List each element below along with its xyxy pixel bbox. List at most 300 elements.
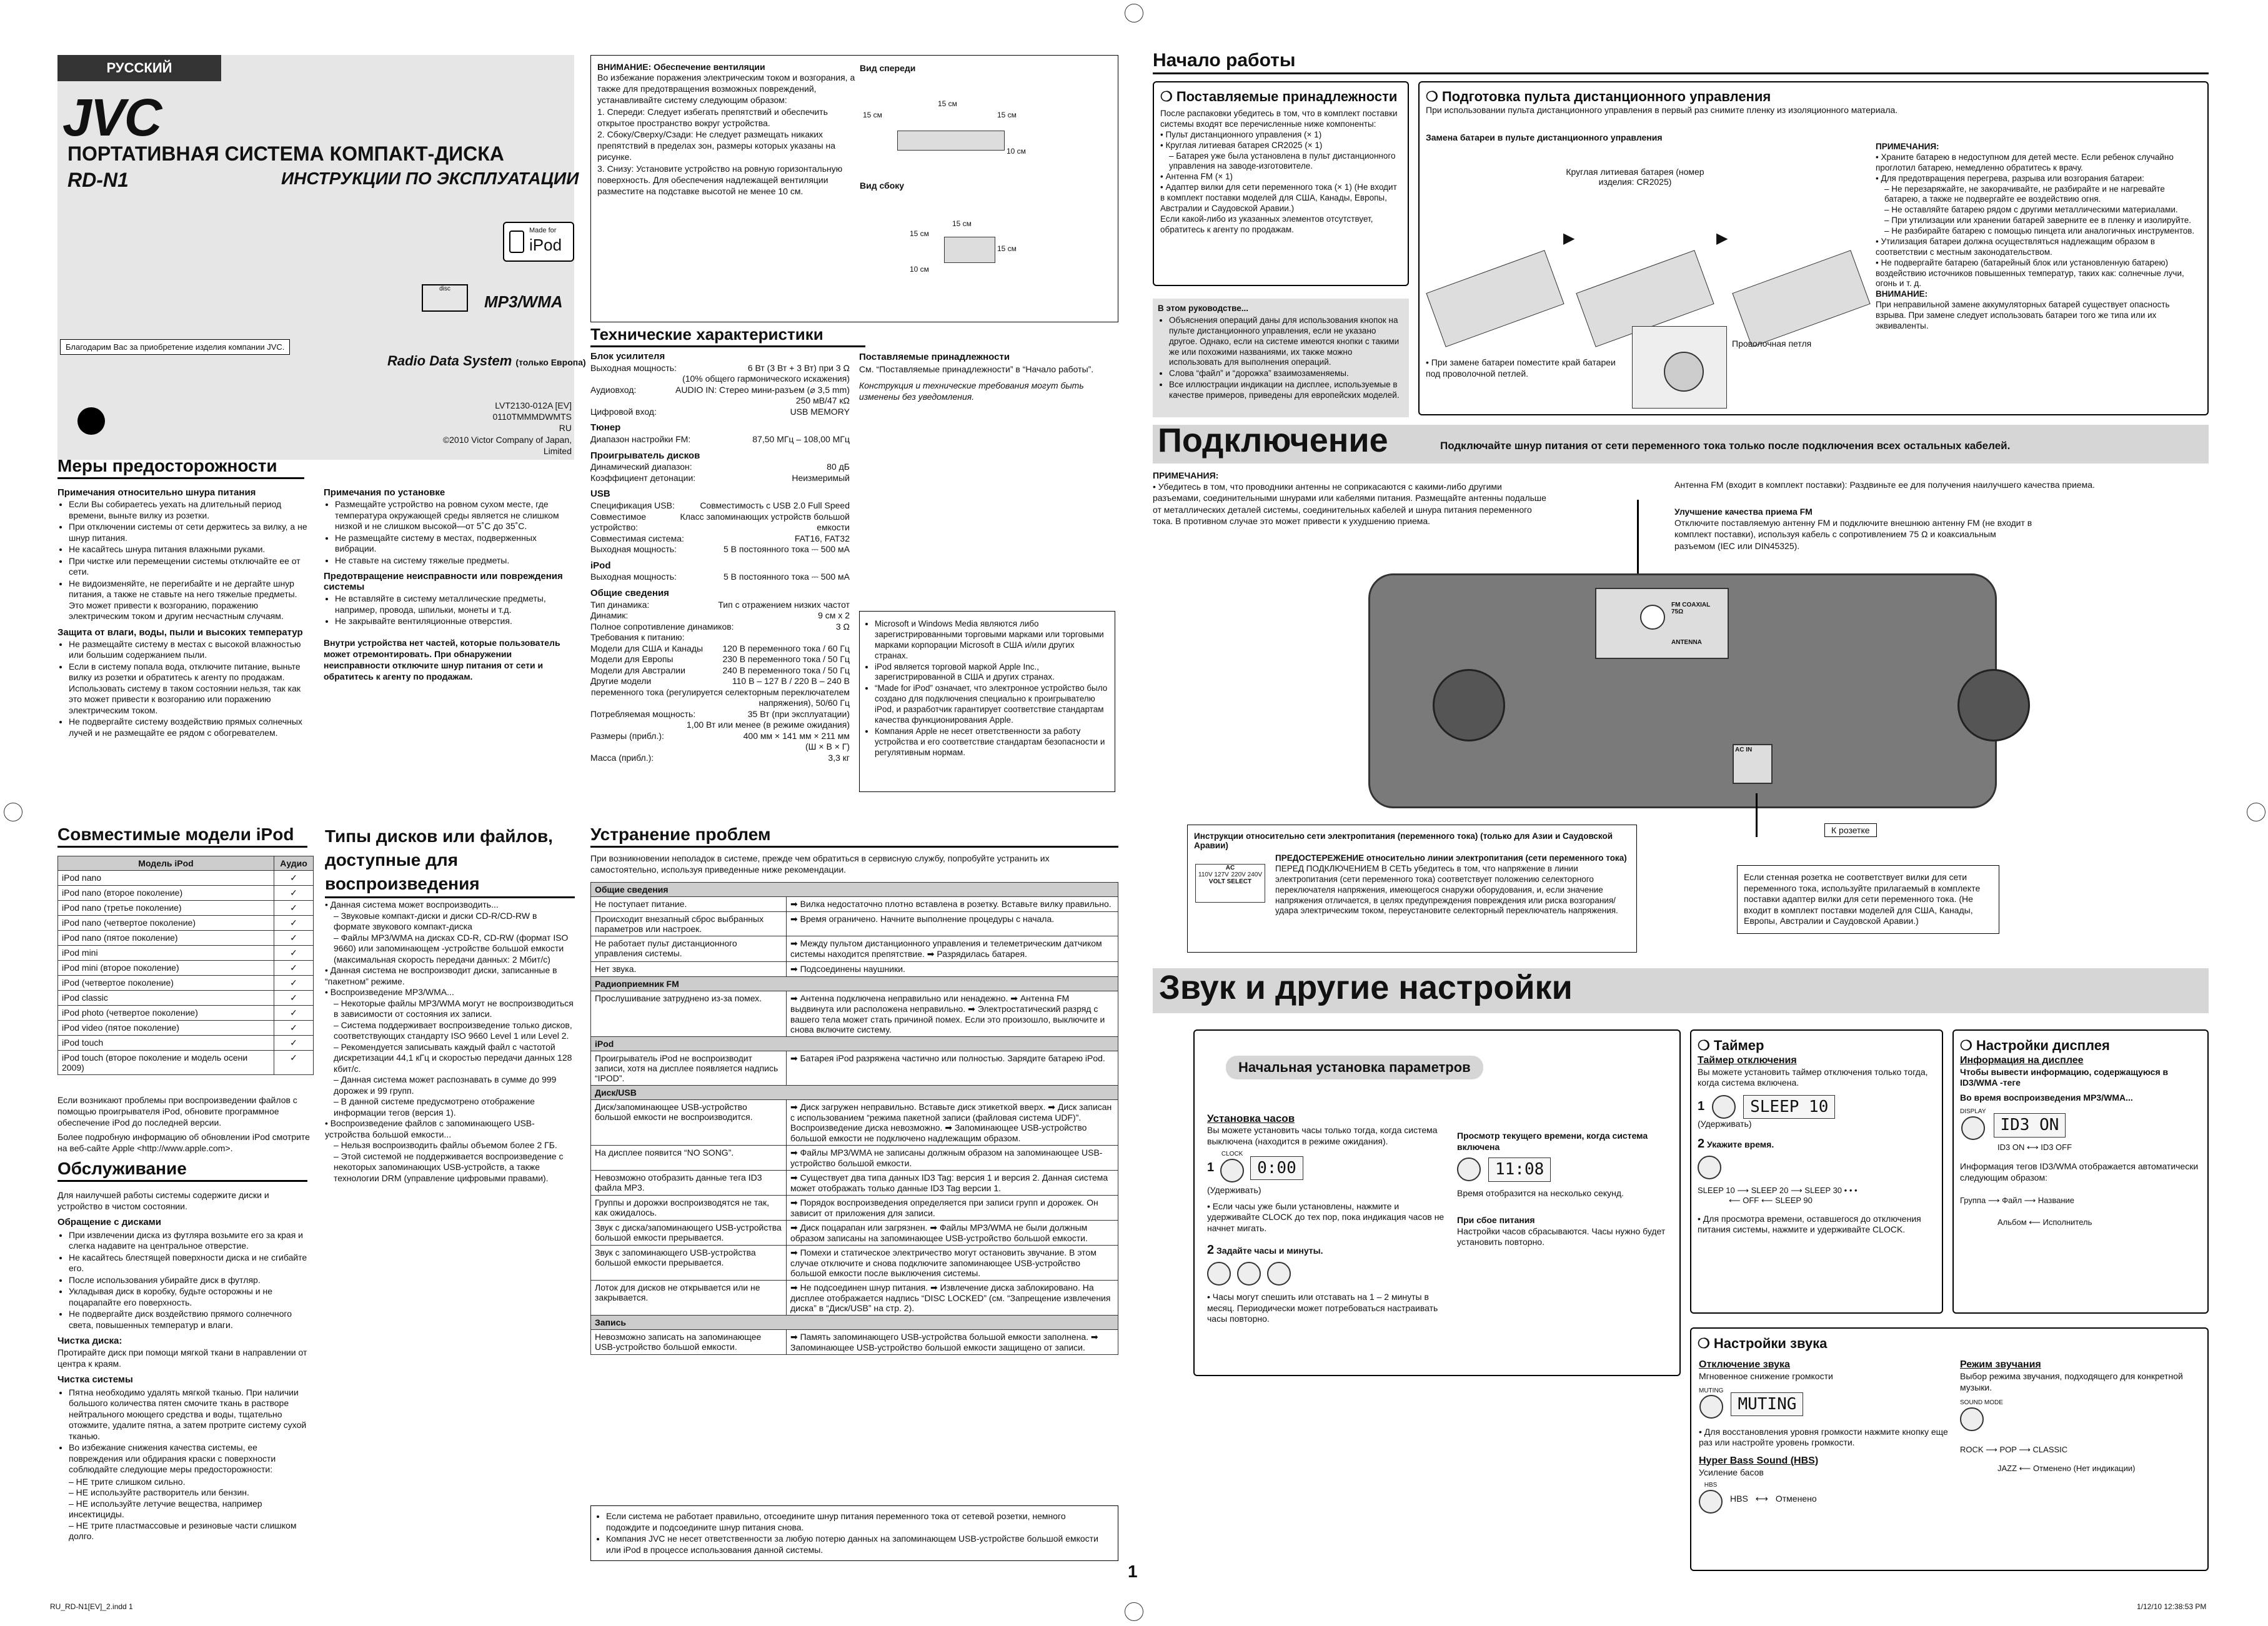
spec-value: Класс запоминающих устройств большой емкости: [680, 511, 850, 532]
print-date: 1/12/10 12:38:53 PM: [2137, 1602, 2207, 1611]
audio-check-icon: ✓: [274, 916, 314, 931]
ipod-model-cell: iPod mini (второе поколение): [58, 961, 274, 976]
list-item: • Если Вы собираетесь уехать на длительный период времени, выньте вилку из розетки.: [69, 499, 311, 521]
spec-label: Масса (прибл.):: [590, 752, 654, 763]
list-item: • Пятна необходимо удалять мягкой тканью. При наличии большого количества пятен смочите ткань в растворе нейтрального моющего средства и воды, тщательно отожмите, удалите пятна, а затем протрите систему сухой тканью.: [69, 1387, 314, 1442]
audio-check-icon: ✓: [274, 1006, 314, 1021]
spec-value: 3 Ω: [835, 621, 850, 632]
manual-note-1: • Объяснения операций даны для использования кнопок на пульте дистанционного управления, если не указано другое. Однако, если на системе имеются кнопки с такими же или похожими названиями, их также можно использовать для выполнения операций.: [1169, 315, 1404, 368]
trouble-title: Устранение проблем: [590, 825, 1118, 848]
mute-title: Отключение звука: [1699, 1359, 1790, 1370]
outlet-label: К розетке: [1824, 823, 1877, 837]
disp-title: [1960, 1037, 2201, 1054]
code-1: LVT2130-012A [EV]: [495, 400, 572, 410]
disc-logo: disc: [422, 284, 468, 312]
rc-notes: [1876, 142, 2201, 332]
down-button[interactable]: [1237, 1262, 1261, 1286]
trouble-section-head: Диск/USB: [591, 1086, 1118, 1100]
safety-warning: Внутри устройства нет частей, которые пользователь может отремонтировать. При обнаружении неисправности отключите шнур питания от сети и обратитесь к агенту по продажам.: [324, 637, 560, 682]
sleep-opt-90: SLEEP 90: [1775, 1196, 1813, 1206]
spec-row: [590, 622, 850, 633]
ac-in-label: AC IN: [1735, 746, 1753, 753]
disc-item: • Воспроизведение файлов с запоминающего USB-устройства большой емкости...: [325, 1118, 535, 1139]
care-system-head: Чистка системы: [57, 1374, 133, 1385]
mode-title: Режим звучания: [1960, 1359, 2041, 1370]
care-dash-item: – НЕ используйте летучие вещества, например инсектициды.: [69, 1498, 262, 1520]
list-item: • Не вставляйте в систему металлические предметы, например, провода, шпильки, монеты и т.д.: [335, 593, 574, 615]
front-dim-top: 15 см: [938, 99, 957, 108]
list-item: • Не видоизменяйте, не перегибайте и не дергайте шнур питания, а также не ставьте на него тяжелые предметы. Это может привести к возгоранию, поражению электрическим током и другим несчастным случаям.: [69, 578, 311, 622]
id3-lcd: ID3 ON: [1994, 1113, 2066, 1138]
spec-value: Совместимость с USB 2.0 Full Speed: [700, 500, 850, 510]
side-dim-bottom: 10 см: [910, 265, 929, 274]
trouble-section-head: iPod: [591, 1037, 1118, 1051]
display-box: ❍ Настройки дисплея Информация на дисплее Чтобы вывести информацию, содержащуюся в ID3/WMA -теге Во время воспроизведения MP3/WMA... DISPLAY ID3 ON ID3 ON ⟷ ID3 OFF Информация тегов ID3/WMA отображается автоматически следующим образом: Группа ⟶ Файл ⟶ Название Альбом ⟵ Исполнитель: [1952, 1029, 2209, 1314]
spec-row: [590, 500, 850, 512]
lang-tab: РУССКИЙ: [57, 55, 221, 81]
sound-mode-btn-label: SOUND MODE: [1960, 1399, 2003, 1406]
spec-label: Модели для США и Канады: [590, 643, 704, 653]
spec-label: Динамический диапазон:: [590, 462, 692, 472]
connect-notes-title: ПРИМЕЧАНИЯ:: [1153, 470, 1219, 480]
trouble-solution: ➡ Диск поцарапан или загрязнен. ➡ Файлы MP3/WMA не были должным образом записаны на запоминающее USB-устройство большой емкости.: [787, 1221, 1118, 1246]
list-item: • Размещайте устройство на ровном сухом месте, где температура окружающей среды является не слишком низкой и не слишком высокой—от 5˚C до 35˚C.: [335, 499, 574, 532]
disc-item: • Данная система не воспроизводит диски, записанные в “пакетном” режиме.: [325, 965, 557, 986]
spec-row: [590, 720, 850, 731]
volt-select-switch: [1195, 864, 1265, 903]
sleep-opt-off: OFF: [1743, 1196, 1759, 1206]
disc-item: – Система поддерживает воспроизведение только дисков, соответствующих стандарту ISO 9660 Level 1 или Level 2.: [334, 1019, 572, 1041]
care-title: Обслуживание: [57, 1159, 307, 1182]
manual-title: В этом руководстве...: [1158, 304, 1248, 313]
hbs-btn-label: HBS: [1704, 1482, 1718, 1489]
hbs-button[interactable]: [1699, 1490, 1723, 1514]
list-item: • Не размещайте систему в местах, подверженных вибрации.: [335, 533, 574, 555]
sleep-button[interactable]: [1712, 1095, 1736, 1119]
antenna-label: ANTENNA: [1671, 639, 1702, 646]
audio-check-icon: ✓: [274, 961, 314, 976]
audio-check-icon: ✓: [274, 1036, 314, 1051]
code-2: 0110TMMMDWMTS: [492, 412, 572, 422]
up-button[interactable]: [1207, 1262, 1231, 1286]
spec-row: [590, 395, 850, 407]
sleep-title: Таймер отключения: [1698, 1054, 1797, 1066]
disc-item: – Этой системой не поддерживается воспроизведение с некоторых запоминающих USB-устройств, а также технологии DRM (управление цифровыми правами).: [334, 1151, 564, 1183]
power-cord: [1756, 793, 1758, 837]
snd-title: [1698, 1335, 2201, 1352]
tag-group: Группа: [1960, 1196, 1986, 1206]
acc-item: • Пульт дистанционного управления (× 1): [1160, 129, 1322, 139]
connect-banner-note: Подключайте шнур питания от сети переменного тока только после подключения всех остальных кабелей.: [1440, 440, 2011, 452]
sleep-hold: (Удерживать): [1698, 1119, 1752, 1129]
spec-label: Другие модели: [590, 676, 652, 686]
audio-check-icon: ✓: [274, 931, 314, 946]
v110-label: 110V 127V: [1198, 871, 1229, 878]
trouble-problem: Проигрыватель iPod не воспроизводит записи, хотя на дисплее появляется надпись “IPOD”.: [591, 1051, 787, 1086]
brand-logo: JVC: [62, 88, 161, 147]
spec-row: [590, 600, 850, 611]
spec-row: [590, 654, 850, 665]
snd-title-text: Настройки звука: [1713, 1336, 1828, 1351]
table-row: [591, 1100, 1118, 1146]
trouble-problem: Нет звука.: [591, 962, 787, 977]
trademarks-box: [859, 611, 1115, 792]
init-box: [1193, 1029, 1681, 1376]
spec-value: 230 В переменного тока / 50 Гц: [722, 654, 850, 664]
volt-title: ПРЕДОСТЕРЕЖЕНИЕ относительно линии электропитания (сети переменного тока): [1275, 853, 1627, 863]
spec-row: [590, 632, 850, 643]
list-item: • iPod является торговой маркой Apple Inc., зарегистрированной в США и других странах.: [875, 662, 1108, 683]
spec-label: Динамик:: [590, 610, 629, 620]
manual-subtitle: ИНСТРУКЦИИ ПО ЭКСПЛУАТАЦИИ: [281, 169, 579, 188]
rc-note: • Не подвергайте батарею (батарейный блок или установленную батарею) воздействию источников повышенных температур, таких как: солнечные лучи, огонь и т. д.: [1876, 257, 2184, 289]
trouble-solution: ➡ Не подсоединен шнур питания. ➡ Извлечение диска заблокировано. На дисплее отображается надпись “DISC LOCKED” (см. “Запрещение извлечения диска” в “Диск/USB” на стр. 2).: [787, 1281, 1118, 1316]
connect-banner: [1153, 422, 2209, 464]
clock-lcd: 0:00: [1250, 1156, 1303, 1181]
ipod-model-cell: iPod (четвертое поколение): [58, 976, 274, 991]
hbs-off: Отменено: [1775, 1493, 1817, 1504]
list-item: • Не размещайте систему в местах с высокой влажностью или большим содержанием пыли.: [69, 639, 311, 661]
trouble-problem: Группы и дорожки воспроизводятся не так, как ожидалось.: [591, 1196, 787, 1221]
side-dim-right: 15 см: [997, 244, 1017, 253]
acc-text: См. “Поставляемые принадлежности” в “Начало работы”.: [859, 364, 1094, 374]
tag-flow: Группа ⟶ Файл ⟶ Название Альбом ⟵ Исполнитель: [1960, 1196, 2092, 1227]
spec-row: [590, 533, 850, 545]
fm-improve-text: Отключите поставляемую антенну FM и подключите внешнюю антенну FM (не входит в комплект поставки), используя кабель с сопротивлением 75 Ω и коаксиальным разъемом (IEC или DIN45325).: [1674, 518, 2032, 551]
lang-code: RU: [559, 423, 572, 434]
trouble-solution: ➡ Порядок воспроизведения определяется при записи групп и дорожек. Он зависит от приложения для записи.: [787, 1196, 1118, 1221]
sleep-opt-10: SLEEP 10: [1698, 1186, 1735, 1195]
ipod-model-cell: iPod photo (четвертое поколение): [58, 1006, 274, 1021]
spec-value: 87,50 МГц – 108,00 МГц: [752, 434, 850, 444]
ipod-model-cell: iPod nano: [58, 871, 274, 886]
rc-note: • Храните батарею в недоступном для детей месте. Если ребенок случайно проглотил батарею, немедленно обратитесь к врачу.: [1876, 152, 2174, 172]
trouble-solution: ➡ Время ограничено. Начните выполнение процедуры с начала.: [787, 912, 1118, 936]
trouble-solution: ➡ Файлы MP3/WMA не записаны должным образом на запоминающее USB-устройство большой емкости.: [787, 1146, 1118, 1171]
circle-icon: ❍: [1698, 1038, 1714, 1053]
clock-note: Если часы уже были установлены, нажмите и удерживайте CLOCK до тех пор, пока индикация часов не начнет мигать.: [1207, 1201, 1445, 1233]
spec-label: Диапазон настройки FM:: [590, 434, 691, 444]
trouble-section-head: Запись: [591, 1316, 1118, 1330]
rc-note: – Не разбирайте батарею с помощью пинцета или аналогичных инструментов.: [1884, 226, 2195, 235]
rc-sub: Замена батареи в пульте дистанционного управления: [1426, 132, 1663, 142]
file-slug: RU_RD-N1[EV]_2.indd 1: [50, 1602, 133, 1611]
volt-body: ПЕРЕД ПОДКЛЮЧЕНИЕМ В СЕТЬ убедитесь в том, что напряжение в линии электропитания (сети переменного тока) соответствует положению селекторного переключателя напряжения, имеющегося снаружи оборудования, и, если значение напряжения отличается, в целях предупреждения повреждения или риска возгорания/удара электрическим током, переустановите селекторный переключатель напряжения.: [1275, 863, 1618, 916]
discs-title: Типы дисков или файлов, доступные для воспроизведения: [325, 825, 575, 898]
trouble-intro: При возникновении неполадок в системе, прежде чем обратиться в сервисную службу, попробуйте устранить их самостоятельно, используя приведенные ниже рекомендации.: [590, 853, 1050, 875]
mode-rock: ROCK: [1960, 1445, 1984, 1454]
list-item: • Не подвергайте диск воздействию прямого солнечного света, повышенных температур и влаги.: [69, 1309, 314, 1331]
volt-select-label: VOLT SELECT: [1208, 878, 1252, 885]
made-for-ipod-badge: [503, 222, 574, 262]
mode-pop: POP: [1999, 1445, 2017, 1454]
spec-label: Модели для Европы: [590, 654, 674, 664]
table-row: [591, 1221, 1118, 1246]
spec-value: FAT16, FAT32: [794, 533, 850, 543]
hold-label: (Удерживать): [1207, 1185, 1261, 1196]
connect-notes: ПРИМЕЧАНИЯ: • Убедитесь в том, что проводники антенны не соприкасаются с какими-либо другими разъемами, соединительными шнурами или кабелями питания. Размещайте антенны подальше от металлических деталей системы, соединительных кабелей и шнура питания переменного тока. В противном случае это может привести к ухудшению приема.: [1153, 470, 1546, 526]
registration-mark-icon: [1125, 1602, 1143, 1621]
remote-step-3: [1732, 250, 1870, 347]
hbs-on: HBS: [1730, 1493, 1748, 1504]
care-body: [57, 1190, 314, 1542]
ipod-model-cell: iPod nano (второе поколение): [58, 886, 274, 901]
manual-note-2: • Слова “файл” и “дорожка” взаимозаменяемы.: [1169, 369, 1404, 379]
trouble-solution: ➡ Диск загружен неправильно. Вставьте диск этикеткой вверх. ➡ Диск записан с использованием “режима пакетной записи (файловая система UDF)”. Воспроизведение диска невозможно. ➡ Запоминающее USB-устройство большой емкости не подключено надлежащим образом.: [787, 1100, 1118, 1146]
sound-mode-button[interactable]: [1960, 1407, 1984, 1431]
col-model: Модель iPod: [58, 856, 274, 871]
display-btn-label: DISPLAY: [1960, 1108, 1986, 1115]
table-row: [58, 931, 314, 946]
disc-item: • Воспроизведение MP3/WMA...: [325, 987, 454, 997]
ipod-model-cell: iPod nano (четвертое поколение): [58, 916, 274, 931]
trouble-section-row: [591, 883, 1118, 897]
gost-mark-icon: [77, 407, 105, 435]
hbs-intro: Усиление басов: [1699, 1467, 1764, 1477]
spec-row: [590, 407, 850, 418]
safety-title: Меры предосторожности: [57, 456, 304, 479]
fm-antenna-note: Антенна FM (входит в комплект поставки): Раздвиньте ее для получения наилучшего качества приема.: [1674, 480, 2095, 490]
spec-label: Совместимое устройство:: [590, 511, 647, 532]
trouble-foot: [590, 1505, 1118, 1561]
list-item: • Microsoft и Windows Media являются либо зарегистрированными торговыми марками или торговыми марками корпорации Microsoft в США и/или других странах.: [875, 619, 1108, 662]
spec-label: Аудиовход:: [590, 384, 637, 395]
front-dim-right: 15 см: [997, 111, 1017, 119]
table-row: [591, 1246, 1118, 1281]
table-row: [58, 901, 314, 916]
spec-value: 240 В переменного тока / 50 Гц: [722, 665, 850, 675]
trouble-solution: ➡ Батарея iPod разряжена частично или полностью. Зарядите батарею iPod.: [787, 1051, 1118, 1086]
acc-intro: После распаковки убедитесь в том, что в комплект поставки системы входят все перечисленные ниже компоненты:: [1160, 109, 1398, 129]
vent-item-3: 3. Снизу: Установите устройство на ровную горизонтальную поверхность. Для обеспечения надлежащей вентиляции разместите на подставке высотой не менее 10 см.: [597, 163, 843, 196]
spec-label: Модели для Австралии: [590, 665, 685, 675]
model-name: RD-N1: [67, 169, 129, 191]
spec-label: Совместимая система:: [590, 533, 684, 543]
spec-value: (10% общего гармонического искажения): [682, 374, 850, 384]
list-item: • При извлечении диска из футляра возьмите его за края и слегка надавите на центральное отверстие.: [69, 1230, 314, 1252]
circle-icon: ❍: [1160, 89, 1176, 104]
rc-notes-title: ПРИМЕЧАНИЯ:: [1876, 142, 1939, 151]
acc-head: Поставляемые принадлежности: [859, 352, 1010, 362]
acc-item: – Батарея уже была установлена в пульт дистанционного управления на заводе-изготовителе.: [1169, 151, 1396, 171]
trouble-solution: ➡ Подсоединены наушники.: [787, 962, 1118, 977]
sleep-step2: Укажите время.: [1707, 1139, 1774, 1149]
audio-check-icon: ✓: [274, 991, 314, 1006]
spec-row: [590, 731, 850, 742]
table-row: [58, 1006, 314, 1021]
clock-intro: Вы можете установить часы только тогда, когда система выключена (находится в режиме ожидания).: [1207, 1125, 1438, 1146]
mode-off: Отменено (Нет индикации): [2032, 1464, 2136, 1474]
view-lcd: 11:08: [1488, 1158, 1551, 1182]
spec-cd-head: Проигрыватель дисков: [590, 450, 700, 461]
clock-title: Установка часов: [1207, 1113, 1295, 1124]
vent-title: ВНИМАНИЕ: Обеспечение вентиляции: [597, 62, 765, 72]
side-dim-left: 15 см: [910, 229, 929, 238]
audio-check-icon: ✓: [274, 1021, 314, 1036]
spec-value: Тип с отражением низких частот: [718, 599, 850, 610]
timer-box: ❍ Таймер Таймер отключения Вы можете установить таймер отключения только тогда, когда система включена. 1 SLEEP 10 (Удерживать) 2 Укажите время. SLEEP 10 ⟶ SLEEP 20 ⟶ SLEEP 30 • • • ⟵ OFF ⟵ SLEEP 90 • Для просмотра времени, оставшегося до отключения питания системы, нажмите и удерживайте CLOCK.: [1690, 1029, 1943, 1314]
spec-label: Тип динамика:: [590, 599, 650, 610]
display-button[interactable]: [1961, 1116, 1985, 1140]
spec-value: (Ш × В × Г): [805, 741, 850, 751]
table-row: [58, 886, 314, 901]
init-title: Начальная установка параметров: [1226, 1056, 1483, 1079]
safety-install-head: Примечания по установке: [324, 487, 445, 498]
page-number: 1: [1128, 1562, 1138, 1581]
disc-item: – Звуковые компакт-диски и диски CD-R/CD-RW в формате звукового компакт-диска: [334, 910, 537, 931]
circle-icon: ❍: [1426, 89, 1442, 104]
trouble-solution: ➡ Помехи и статическое электричество могут остановить звучание. В этом случае отключите и снова подключите запоминающее USB-устройство большой емкости после выключения системы.: [787, 1246, 1118, 1281]
disc-item: • Данная система может воспроизводить...: [325, 900, 499, 910]
muting-btn-label: MUTING: [1699, 1387, 1724, 1394]
trouble-problem: Прослушивание затруднено из-за помех.: [591, 991, 787, 1037]
trouble-solution: ➡ Существует два типа данных ID3 Tag: версия 1 и версия 2. Данная система может отображать только данные ID3 Tag версии 1.: [787, 1171, 1118, 1196]
disp-title-text: Настройки дисплея: [1976, 1038, 2110, 1053]
tag-file: Файл: [2002, 1196, 2022, 1206]
mode-chain: ROCK ⟶ POP ⟶ CLASSIC JAZZ ⟵ Отменено (Нет индикации): [1960, 1445, 2136, 1474]
acc-item: • Круглая литиевая батарея CR2025 (× 1): [1160, 140, 1323, 150]
spec-value: 9 см x 2: [818, 610, 850, 620]
spec-value: 35 Вт (при эксплуатации): [747, 708, 850, 719]
sound-settings-box: [1690, 1327, 2209, 1571]
battery-coin-icon: [1664, 352, 1704, 392]
ac-in-socket: [1733, 744, 1773, 784]
fm-jack-label: FM COAXIAL 75Ω: [1671, 602, 1711, 615]
table-row: [58, 961, 314, 976]
spec-label: Полное сопротивление динамиков:: [590, 621, 734, 632]
spec-row: [590, 572, 850, 583]
acc-item: • Антенна FM (× 1): [1160, 172, 1233, 182]
disc-item: – Файлы MP3/WMA на дисках CD-R, CD-RW (формат ISO 9660) или запоминающем -устройстве большой емкости (максимальная скорость передачи данных: 2 Мбит/с): [334, 932, 569, 964]
audio-check-icon: ✓: [274, 976, 314, 991]
list-item: • Не касайтесь шнура питания влажными руками.: [69, 544, 311, 555]
vent-item-2: 2. Сбоку/Сверху/Сзади: Не следует размещать никаких препятствий в пределах зон, размеры которых указаны на рисунке.: [597, 129, 836, 162]
rc-warn-title: ВНИМАНИЕ:: [1876, 289, 1928, 299]
sleep-opt-20: SLEEP 20: [1751, 1186, 1789, 1195]
audio-check-icon: ✓: [274, 886, 314, 901]
sleep-lcd: SLEEP 10: [1743, 1095, 1835, 1119]
mute-lcd: MUTING: [1731, 1392, 1803, 1417]
id3-off: ID3 OFF: [2041, 1143, 2072, 1152]
clock-drift: Часы могут спешить или отставать на 1 – 2 минуты в месяц. Периодически может потребоваться настраивать часы повторно.: [1207, 1292, 1438, 1324]
rc-box: [1418, 81, 2209, 415]
compat-note-1: Если возникают проблемы при воспроизведении файлов с помощью проигрывателя iPod, обновите программное обеспечение iPod до последней версии.: [57, 1095, 297, 1128]
table-row: [58, 916, 314, 931]
battery-closeup: [1632, 326, 1727, 409]
tag-info: Информация тегов ID3/WMA отображается автоматически следующим образом:: [1960, 1161, 2199, 1182]
front-dim-bottom: 10 см: [1007, 147, 1026, 156]
col-audio: Аудио: [274, 856, 314, 871]
side-view-label: Вид сбоку: [860, 181, 905, 191]
clock-view-button[interactable]: [1457, 1158, 1481, 1181]
rc-note: • Утилизация батареи должна осуществляться надлежащим образом в соответствии с местным законодательством.: [1876, 236, 2156, 257]
disc-item: – В данной системе предусмотрено отображение информации тегов (версия 1).: [334, 1096, 535, 1118]
muting-button[interactable]: [1699, 1395, 1723, 1419]
spec-value: AUDIO IN: Стерео мини-разъем (⌀ 3,5 mm): [675, 384, 850, 395]
trouble-problem: Звук с диска/запоминающего USB-устройства большой емкости прерывается.: [591, 1221, 787, 1246]
mp3-wma-logo: MP3/WMA: [484, 292, 563, 311]
trouble-problem: Диск/запоминающее USB-устройство большой емкости не воспроизводится.: [591, 1100, 787, 1146]
clock-step2: Задайте часы и минуты.: [1216, 1246, 1323, 1256]
replace-note-text: При замене батареи поместите край батареи под проволочной петлей.: [1426, 357, 1616, 379]
spec-row: [590, 512, 850, 533]
v220-label: 220V 240V: [1231, 871, 1262, 878]
list-item: • Во избежание снижения качества системы, ее повреждения или обдирания краски с поверхности соблюдайте следующие меры предосторожности:: [69, 1442, 314, 1475]
mode-classic: CLASSIC: [2032, 1445, 2068, 1454]
rc-warn: При неправильной замене аккумуляторных батарей существует опасность взрыва. При замене следует использовать батареи того же типа или их эквиваленты.: [1876, 300, 2170, 330]
wire-loop-label: Проволочная петля: [1732, 339, 1812, 349]
mute-intro: Мгновенное снижение громкости: [1699, 1371, 1833, 1381]
fm-improve: [1674, 506, 2037, 552]
rc-note: • Для предотвращения перегрева, разрыва или возгорания батареи:: [1876, 173, 2144, 183]
rds-label: Radio Data System: [387, 353, 512, 369]
table-row: [591, 962, 1118, 977]
battery-label: Круглая литиевая батарея (номер изделия: CR2025): [1566, 167, 1704, 187]
disp-sub: Информация на дисплее: [1960, 1054, 2084, 1066]
table-row: [591, 991, 1118, 1037]
spec-value: 250 мВ/47 кΩ: [795, 395, 850, 406]
vent-intro: Во избежание поражения электрическим током и возгорания, а также для предотвращения возможных повреждений, устанавливайте систему следующим образом:: [597, 72, 855, 106]
trouble-solution: ➡ Вилка недостаточно плотно вставлена в розетку. Вставьте вилку правильно.: [787, 897, 1118, 912]
spec-value: 120 В переменного тока / 60 Гц: [722, 643, 850, 653]
care-dash-item: – НЕ трите слишком сильно.: [69, 1476, 186, 1487]
asia-box: [1187, 825, 1637, 953]
tech-title: Технические характеристики: [590, 325, 865, 347]
care-disc-head: Обращение с дисками: [57, 1217, 161, 1227]
front-view-diagram: [897, 131, 1005, 151]
trouble-section-head: Радиоприемник FM: [591, 977, 1118, 991]
clock-button[interactable]: [1220, 1159, 1244, 1182]
registration-mark-icon: [2247, 803, 2266, 821]
spec-usb-head: USB: [590, 488, 610, 500]
rc-note: – Не перезаряжайте, не закорачивайте, не разбирайте и не нагревайте батарею, а также не подвергайте ее воздействию огня.: [1884, 184, 2165, 204]
clock-btn-label: CLOCK: [1221, 1151, 1243, 1158]
list-item: • Не ставьте на систему тяжелые предметы.: [335, 555, 574, 567]
mute-section: Отключение звука Мгновенное снижение громкости MUTING MUTING • Для восстановления уровня громкости нажмите кнопку еще раз или настройте уровень громкости. Hyper Bass Sound (HBS) Усиление басов HBS HBS ⟷ Отменено: [1699, 1359, 1949, 1516]
sleep-step2-button[interactable]: [1698, 1156, 1721, 1179]
trouble-section-row: [591, 1086, 1118, 1100]
safety-col1: [57, 487, 311, 740]
spec-row: [590, 709, 850, 720]
spec-row: [590, 676, 850, 687]
connect-title: Подключение: [1158, 422, 1388, 459]
table-row: [58, 946, 314, 961]
registration-mark-icon: [1125, 4, 1143, 22]
sound-banner: [1153, 968, 2209, 1013]
remote-step-1: [1426, 250, 1564, 347]
sleep-note: Для просмотра времени, оставшегося до отключения питания системы, нажмите и удерживайте CLOCK.: [1698, 1213, 1921, 1234]
spec-value: Неизмеримый: [792, 472, 850, 483]
spec-value: USB MEMORY: [790, 406, 850, 417]
table-row: [591, 897, 1118, 912]
list-item: • Не подвергайте систему воздействию прямых солнечных лучей и не размещайте ее рядом с обогревателем.: [69, 716, 311, 738]
trouble-section-row: [591, 1037, 1118, 1051]
front-dim-left: 15 см: [863, 111, 882, 119]
mode-intro: Выбор режима звучания, подходящего для конкретной музыки.: [1960, 1371, 2183, 1392]
power-fail-text: Настройки часов сбрасываются. Часы нужно будет установить повторно.: [1457, 1226, 1666, 1247]
audio-check-icon: ✓: [274, 901, 314, 916]
spec-value: 80 дБ: [827, 462, 850, 472]
spec-value: 1,00 Вт или менее (в режиме ожидания): [686, 720, 850, 730]
spec-amp-head: Блок усилителя: [590, 351, 665, 362]
clock-set-button[interactable]: [1267, 1262, 1291, 1286]
disc-item: – Рекомендуется записывать каждый файл с частотой дискретизации 44,1 кГц и скоростью передачи данных 128 кбит/с.: [334, 1041, 572, 1074]
acc-title-text: Поставляемые принадлежности: [1176, 89, 1398, 104]
list-item: • Не закрывайте вентиляционные отверстия.: [335, 616, 574, 627]
disp-intro: Чтобы вывести информацию, содержащуюся в ID3/WMA -теге: [1960, 1066, 2169, 1088]
trouble-section-row: [591, 1316, 1118, 1330]
spec-label: Требования к питанию:: [590, 632, 685, 642]
